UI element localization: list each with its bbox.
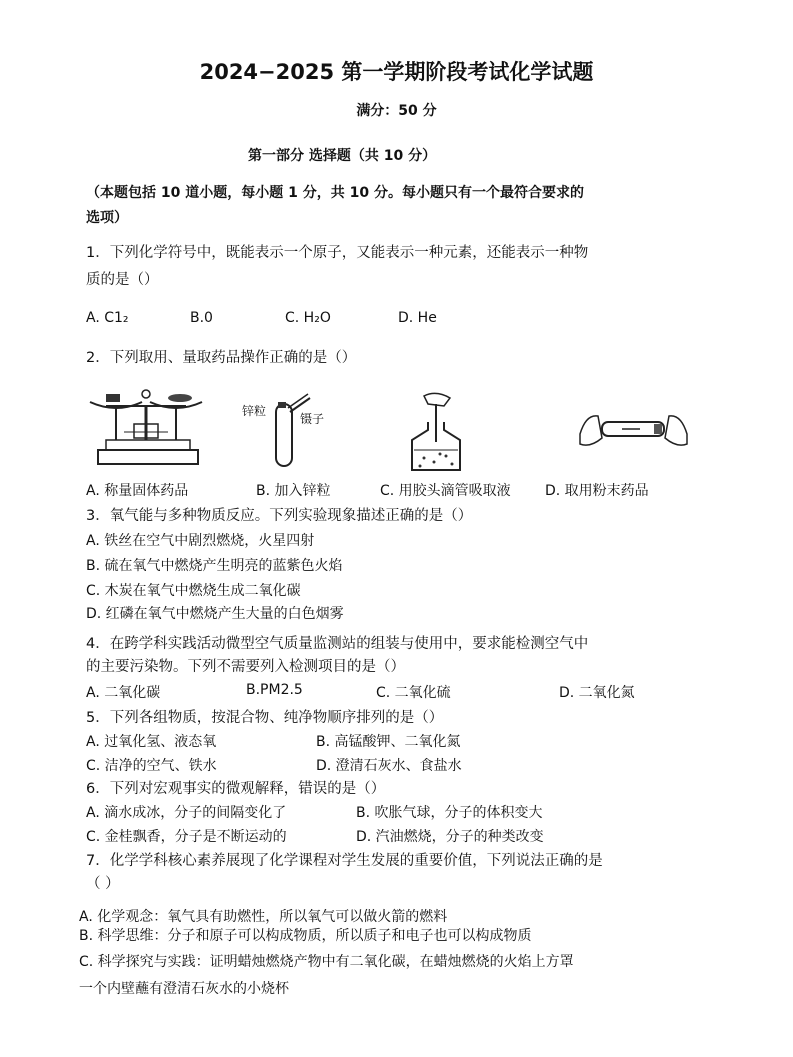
q4-option-a: A. 二氧化碳 xyxy=(86,685,161,701)
q3-option-b: B. 硫在氧气中燃烧产生明亮的蓝紫色火焰 xyxy=(86,558,343,574)
page-title: 2024−2025 第一学期阶段考试化学试题 xyxy=(199,60,594,84)
balance-scale-icon xyxy=(84,384,209,470)
zinc-label: 锌粒 xyxy=(242,404,267,418)
q2-option-a: A. 称量固体药品 xyxy=(86,483,189,499)
q1-option-c: C. H₂O xyxy=(285,310,331,326)
question-1-line-2: 质的是（） xyxy=(86,272,159,288)
q5-option-c: C. 洁净的空气、铁水 xyxy=(86,758,217,774)
q3-option-c: C. 木炭在氧气中燃烧生成二氧化碳 xyxy=(86,583,301,599)
question-5-stem: 5．下列各组物质，按混合物、纯净物顺序排列的是（） xyxy=(86,710,444,726)
q2-option-c: C. 用胶头滴管吸取液 xyxy=(380,483,511,499)
q6-option-a: A. 滴水成冰，分子的间隔变化了 xyxy=(86,805,287,821)
q4-option-c: C. 二氧化硫 xyxy=(376,685,451,701)
q1-option-b: B.0 xyxy=(190,310,213,326)
q7-option-b: B. 科学思维：分子和原子可以构成物质，所以质子和电子也可以构成物质 xyxy=(79,928,532,944)
q2-option-d: D. 取用粉末药品 xyxy=(545,483,649,499)
q1-option-d: D. He xyxy=(398,310,437,326)
question-4-line-1: 4．在跨学科实践活动微型空气质量监测站的组装与使用中，要求能检测空气中 xyxy=(86,636,589,652)
instructions-line-2: 选项） xyxy=(86,210,128,226)
q5-option-a: A. 过氧化氢、液态氧 xyxy=(86,734,217,750)
powder-tube-icon xyxy=(576,404,691,454)
q7-option-c-continued: 一个内壁蘸有澄清石灰水的小烧杯 xyxy=(79,981,289,997)
dropper-bottle-icon xyxy=(400,392,470,474)
question-7-line-1: 7．化学学科核心素养展现了化学课程对学生发展的重要价值，下列说法正确的是 xyxy=(86,853,603,869)
question-7-line-2: （ ） xyxy=(86,876,120,892)
section-heading: 第一部分 选择题（共 10 分） xyxy=(248,148,437,164)
question-4-line-2: 的主要污染物。下列不需要列入检测项目的是（） xyxy=(86,659,405,675)
q2-option-b: B. 加入锌粒 xyxy=(256,483,331,499)
q7-option-c: C. 科学探究与实践：证明蜡烛燃烧产物中有二氧化碳，在蜡烛燃烧的火焰上方罩 xyxy=(79,954,574,970)
question-6-stem: 6．下列对宏观事实的微观解释，错误的是（） xyxy=(86,781,386,797)
total-score: 满分：50 分 xyxy=(356,103,437,119)
instructions-line-1: （本题包括 10 道小题，每小题 1 分，共 10 分。每小题只有一个最符合要求的 xyxy=(86,185,584,201)
q3-option-a: A. 铁丝在空气中剧烈燃烧，火星四射 xyxy=(86,533,315,549)
question-1-line-1: 1．下列化学符号中，既能表示一个原子，又能表示一种元素，还能表示一种物 xyxy=(86,245,589,261)
q5-option-b: B. 高锰酸钾、二氧化氮 xyxy=(316,734,461,750)
q3-option-d: D. 红磷在氧气中燃烧产生大量的白色烟雾 xyxy=(86,606,344,622)
q5-option-d: D. 澄清石灰水、食盐水 xyxy=(316,758,462,774)
q6-option-b: B. 吹胀气球，分子的体积变大 xyxy=(356,805,543,821)
forceps-label: 镊子 xyxy=(300,412,325,426)
q6-option-c: C. 金桂飘香，分子是不断运动的 xyxy=(86,829,287,845)
q4-option-d: D. 二氧化氮 xyxy=(559,685,635,701)
q4-option-b: B.PM2.5 xyxy=(246,682,303,698)
q1-option-a: A. C1₂ xyxy=(86,310,129,326)
question-3-stem: 3．氧气能与多种物质反应。下列实验现象描述正确的是（） xyxy=(86,508,473,524)
question-2-stem: 2．下列取用、量取药品操作正确的是（） xyxy=(86,350,357,366)
q6-option-d: D. 汽油燃烧，分子的种类改变 xyxy=(356,829,544,845)
q7-option-a: A. 化学观念：氧气具有助燃性，所以氧气可以做火箭的燃料 xyxy=(79,909,448,925)
